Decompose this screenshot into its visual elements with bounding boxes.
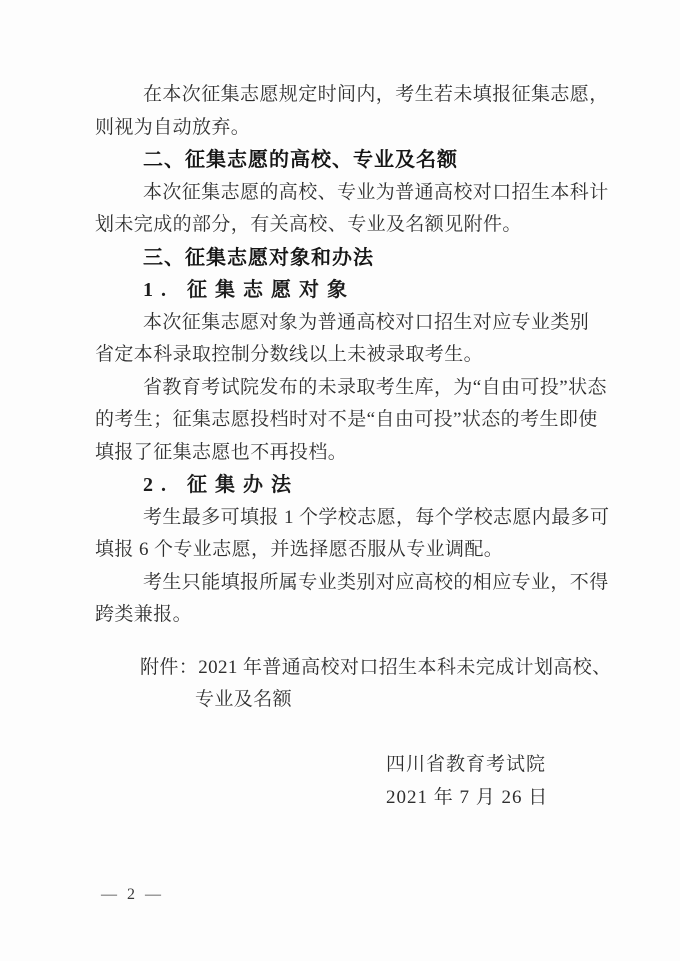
body-text-line: 跨类兼报。 — [95, 604, 193, 625]
page-number: — 2 — — [101, 886, 164, 903]
body-text-line: 本次征集志愿的高校、专业为普通高校对口招生本科计 — [143, 181, 609, 203]
body-text-line: 考生最多可填报 1 个学校志愿，每个学校志愿内最多可 — [143, 506, 610, 528]
body-text-line: 划未完成的部分，有关高校、专业及名额见附件。 — [95, 214, 522, 235]
sub-section-heading: 2. 征集办法 — [143, 474, 299, 496]
body-text-line: 省定本科录取控制分数线以上未被录取考生。 — [95, 344, 484, 365]
signature-issuer: 四川省教育考试院 — [386, 754, 547, 775]
attachment-line: 附件：2021 年普通高校对口招生本科未完成计划高校、 — [140, 656, 612, 678]
section-heading: 三、征集志愿对象和办法 — [143, 246, 374, 269]
signature-block — [386, 748, 548, 814]
body-text-line: 在本次征集志愿规定时间内，考生若未填报征集志愿， — [143, 84, 609, 105]
body-text-line: 填报 6 个专业志愿，并选择愿否服从专业调配。 — [95, 539, 504, 560]
body-text-line: 省教育考试院发布的未录取考生库，为“自由可投”状态 — [143, 376, 607, 398]
signature-date: 2021 年 7 月 26 日 — [386, 787, 549, 808]
body-text-line: 考生只能填报所属专业类别对应高校的相应专业，不得 — [143, 571, 609, 593]
attachment-continuation-line: 专业及名额 — [195, 689, 293, 710]
body-text-line: 的考生；征集志愿投档时对不是“自由可投”状态的考生即使 — [95, 409, 598, 430]
section-heading: 二、征集志愿的高校、专业及名额 — [143, 149, 458, 171]
sub-section-heading: 1. 征集志愿对象 — [143, 279, 355, 301]
body-text-line: 本次征集志愿对象为普通高校对口招生对应专业类别 — [143, 311, 590, 333]
body-text-line: 则视为自动放弃。 — [95, 116, 251, 138]
document-body — [95, 79, 620, 717]
body-text-line: 填报了征集志愿也不再投档。 — [95, 441, 348, 463]
